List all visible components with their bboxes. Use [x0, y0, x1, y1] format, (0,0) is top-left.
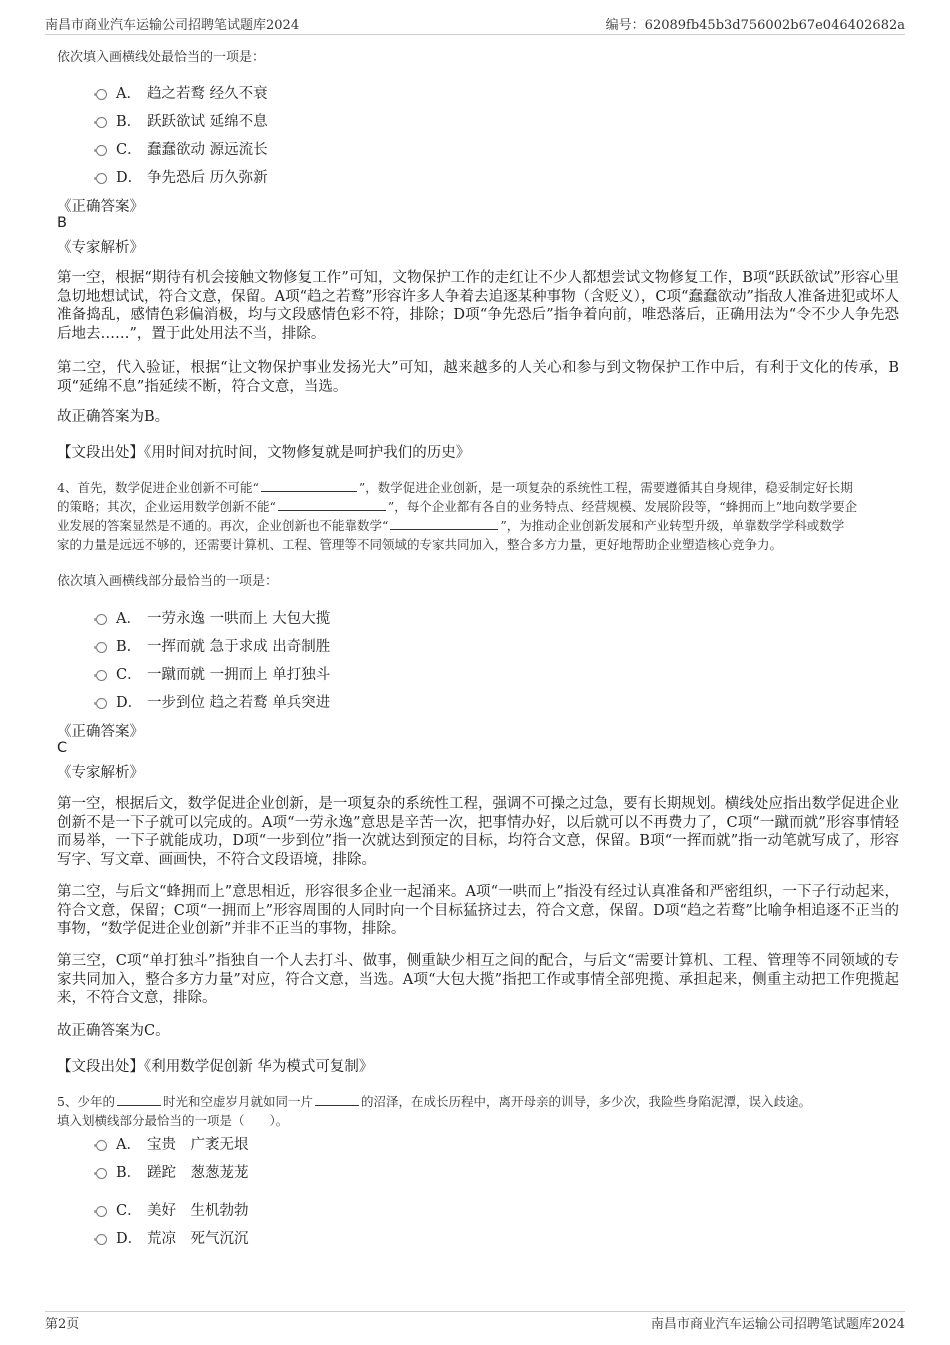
- radio-icon[interactable]: [96, 89, 107, 100]
- q4-analysis-label: 《专家解析》: [57, 765, 144, 781]
- q4-answer-label: 《正确答案》: [57, 724, 144, 740]
- footer-title: 南昌市商业汽车运输公司招聘笔试题库2024: [650, 1317, 905, 1332]
- radio-icon[interactable]: [96, 670, 107, 681]
- q4-option-c[interactable]: C． 一蹴而就 一拥而上 单打独斗: [96, 662, 330, 684]
- radio-icon[interactable]: [96, 1234, 107, 1245]
- page-number: 第2页: [45, 1317, 80, 1332]
- header-divider: [45, 34, 905, 35]
- q4-blank-3[interactable]: [390, 516, 498, 530]
- q3-analysis-label: 《专家解析》: [57, 240, 144, 256]
- q4-analysis-2: 第二空，与后文“蜂拥而上”意思相近，形容很多企业一起涌来。A项“一哄而上”指没有经过认真准备和严密组织，一下子行动起来，符合文意，保留；C项“一拥而上”形容周围的人同时向一个目标猛挤过去，符合文意，保留。D项“趋之若鹜”比喻争相追逐不正当的事物，“数学促进企业创新”并非不正当的事物，排除。: [57, 884, 899, 937]
- q4-option-d[interactable]: D． 一步到位 趋之若鹜 单兵突进: [96, 690, 330, 712]
- q3-conclusion: 故正确答案为B。: [57, 409, 170, 425]
- q4-source: 【文段出处】《利用数学促创新 华为模式可复制》: [57, 1059, 374, 1075]
- q5-option-a[interactable]: A． 宝贵 广袤无垠: [96, 1132, 249, 1154]
- q3-answer-label: 《正确答案》: [57, 199, 144, 215]
- radio-icon[interactable]: [96, 1168, 107, 1179]
- q3-option-d[interactable]: D． 争先恐后 历久弥新: [96, 165, 268, 187]
- q3-option-b[interactable]: B． 跃跃欲试 延绵不息: [96, 109, 268, 131]
- q3-instruction: 依次填入画横线处最恰当的一项是：: [57, 50, 266, 65]
- radio-icon[interactable]: [96, 698, 107, 709]
- radio-icon[interactable]: [96, 173, 107, 184]
- q5-option-b[interactable]: B． 蹉跎 葱葱茏茏: [96, 1160, 249, 1182]
- q4-analysis-1: 第一空，根据后文，数学促进企业创新，是一项复杂的系统性工程，强调不可操之过急，要有长期规划。横线处应指出数学促进企业创新不是一下子就可以完成的。A项“一劳永逸”意思是辛苦一次，把事情办好，以后就可以不再费力了，C项“一蹴而就”形容事情轻而易举，一下子就能成功，D项“一步到位”指一次就达到预定的目标，均符合文意，保留。B项“一挥而就”指一动笔就写成了，形容写字、写文章、画画快，不符合文段语境，排除。: [57, 796, 899, 868]
- q4-analysis-3: 第三空，C项“单打独斗”指独自一个人去打斗、做事，侧重缺少相互之间的配合，与后文“需要计算机、工程、管理等不同领域的专家共同加入，整合多方力量”对应，符合文意，当选。A项“大包大揽”指把工作或事情全部兜揽、承担起来，侧重主动把工作兜揽起来，不符合文意，排除。: [57, 953, 899, 1006]
- q4-option-a[interactable]: A． 一劳永逸 一哄而上 大包大揽: [96, 606, 330, 628]
- q3-answer: B: [57, 215, 67, 231]
- q5-option-c[interactable]: C． 美好 生机勃勃: [96, 1198, 249, 1220]
- q3-option-a[interactable]: A． 趋之若鹜 经久不衰: [96, 81, 268, 103]
- q4-conclusion: 故正确答案为C。: [57, 1023, 170, 1039]
- q5-blank-2[interactable]: [315, 1092, 359, 1106]
- q4-blank-1[interactable]: [261, 478, 357, 492]
- radio-icon[interactable]: [96, 1140, 107, 1151]
- q3-analysis-2: 第二空，代入验证，根据“让文物保护事业发扬光大”可知，越来越多的人关心和参与到文物保护工作中后，有利于文化的传承，B项“延绵不息”指延续不断，符合文意，当选。: [57, 360, 899, 395]
- radio-icon[interactable]: [96, 642, 107, 653]
- q3-analysis-1: 第一空，根据“期待有机会接触文物修复工作”可知，文物保护工作的走红让不少人都想尝试文物修复工作，B项“跃跃欲试”形容心里急切地想试试，符合文意，保留。A项“趋之若鹜”形容许多人争着去追逐某种事物（含贬义），C项“蠢蠢欲动”指敌人准备进犯或坏人准备捣乱，感情色彩偏消极，均与文段感情色彩不符，排除；D项“争先恐后”指争着向前，唯恐落后，正确用法为“令不少人争先恐后地去……”，置于此处用法不当，排除。: [57, 270, 899, 342]
- q5-stem: 5、少年的 时光和空虚岁月就如同一片 的沼泽，在成长历程中，离开母亲的训导，多少次，我险些身陷泥潭，误入歧途。 填入划横线部分最恰当的一项是（ ）。: [57, 1094, 811, 1128]
- document-id: 编号：62089fb45b3d756002b67e046402682a: [605, 18, 905, 33]
- radio-icon[interactable]: [96, 614, 107, 625]
- q4-stem: 4、首先，数学促进企业创新不可能“ ”，数学促进企业创新，是一项复杂的系统性工程，需要遵循其自身规律，稳妥制定好长期 的策略；其次，企业运用数学创新不能“ ”，每个企业都有各自的业务特点、经营规模、发展阶段等，“蜂拥而上”地向数学要企 业发展的答案显然是不通的。再次，企业创新也不能靠数学“ ”，为推动企业创新发展和产业转型升级，单靠数学学科或数学 家的力量是远远不够的，还需要计算机、工程、管理等不同领域的专家共同加入，整合多方力量，更好地帮助企业塑造核心竞争力。: [57, 480, 858, 552]
- radio-icon[interactable]: [96, 145, 107, 156]
- q4-option-b[interactable]: B． 一挥而就 急于求成 出奇制胜: [96, 634, 330, 656]
- header-title: 南昌市商业汽车运输公司招聘笔试题库2024: [45, 18, 300, 33]
- q4-answer: C: [57, 740, 68, 756]
- radio-icon[interactable]: [96, 117, 107, 128]
- radio-icon[interactable]: [96, 1206, 107, 1217]
- q3-option-c[interactable]: C． 蠢蠢欲动 源远流长: [96, 137, 268, 159]
- q5-blank-1[interactable]: [117, 1092, 161, 1106]
- q5-option-d[interactable]: D． 荒凉 死气沉沉: [96, 1226, 249, 1248]
- footer-divider: [45, 1311, 905, 1312]
- q4-blank-2[interactable]: [278, 497, 386, 511]
- q4-instruction: 依次填入画横线部分最恰当的一项是：: [57, 574, 279, 589]
- q3-source: 【文段出处】《用时间对抗时间，文物修复就是呵护我们的历史》: [57, 445, 471, 461]
